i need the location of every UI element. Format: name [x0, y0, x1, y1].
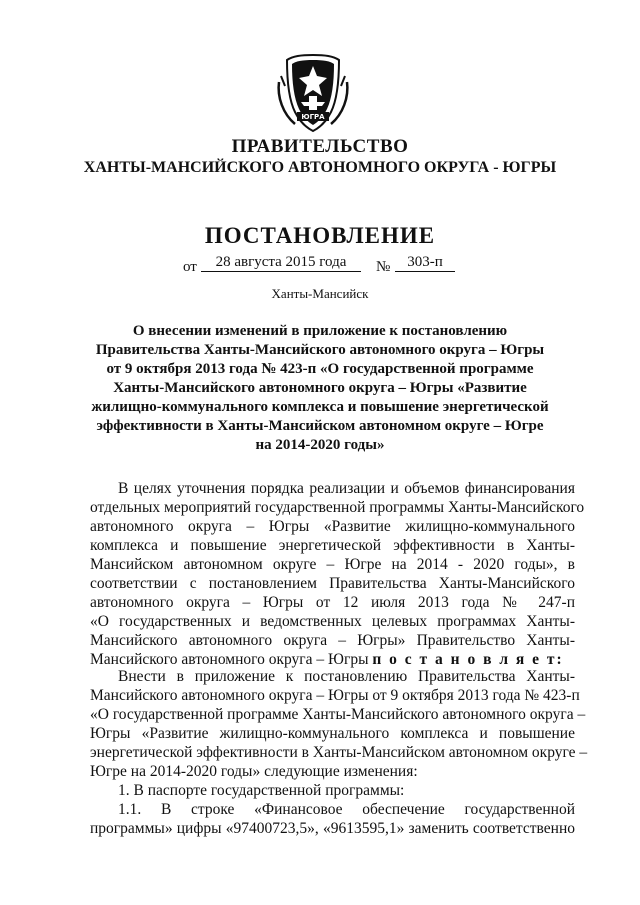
body-line: энергетической эффективности в Ханты-Мансийском автономном округе –: [90, 744, 588, 761]
body-line: автономного округа – Югры от 12 июля 2013 года № 247-п: [90, 594, 575, 611]
body-line: «О государственных и ведомственных целевых программах Ханты-: [90, 613, 575, 630]
title-line: от 9 октября 2013 года № 423-п «О государственной программе: [106, 361, 534, 377]
title-line: Правительства Ханты-Мансийского автономного округа – Югры: [95, 342, 545, 358]
title-line: эффективности в Ханты-Мансийском автономном округе – Югре: [96, 418, 544, 434]
body-line: Внести в приложение к постановлению Правительства Ханты-: [118, 668, 575, 685]
body-line: Мансийском автономном округе – Югре на 2014 - 2020 годы», в: [90, 556, 575, 573]
document-date: 28 августа 2015 года: [201, 254, 361, 272]
title-line: О внесении изменений в приложение к постановлению: [132, 323, 508, 339]
title-line: Ханты-Мансийского автономного округа – Югры «Развитие: [113, 380, 527, 396]
document-title: [90, 322, 550, 455]
coat-of-arms-emblem: [273, 52, 353, 134]
body-line: Югре на 2014-2020 годы» следующие изменения:: [90, 763, 418, 780]
resolution-paragraph: [90, 667, 588, 838]
body-line: программы» цифры «97400723,5», «9613595,1» заменить соответственно: [90, 820, 575, 837]
list-item: 1.1. В строке «Финансовое обеспечение государственной: [118, 801, 575, 818]
city-name: Ханты-Мансийск: [271, 286, 369, 301]
body-line: отдельных мероприятий государственной программы Ханты-Мансийского: [90, 499, 585, 516]
body-line: «О государственной программе Ханты-Мансийского автономного округа –: [90, 706, 586, 723]
body-line: Мансийского автономного округа – Югры» Правительство Ханты-: [90, 632, 575, 649]
document-type: ПОСТАНОВЛЕНИЕ: [204, 223, 436, 248]
title-line: жилищно-коммунального комплекса и повышение энергетической: [91, 399, 549, 415]
resolves-keyword: п о с т а н о в л я е т:: [372, 651, 564, 668]
from-label: от: [183, 259, 197, 275]
body-line: Мансийского автономного округа – Югры от 9 октября 2013 года № 423-п: [90, 687, 580, 704]
government-subtitle: ХАНТЫ-МАНСИЙСКОГО АВТОНОМНОГО ОКРУГА - ЮГРЫ: [83, 159, 557, 176]
preamble-paragraph: [90, 479, 585, 669]
list-item: 1. В паспорте государственной программы:: [118, 782, 405, 799]
number-label: №: [376, 259, 391, 275]
body-line: автономного округа – Югры «Развитие жилищно-коммунального: [90, 518, 575, 535]
document-number: 303-п: [395, 254, 455, 272]
body-line: соответствии с постановлением Правительства Ханты-Мансийского: [90, 575, 575, 592]
emblem-icon: [273, 52, 353, 134]
title-line: на 2014-2020 годы»: [255, 437, 385, 453]
body-line: В целях уточнения порядка реализации и объемов финансирования: [118, 480, 575, 497]
body-line: Югры «Развитие жилищно-коммунального комплекса и повышение: [90, 725, 575, 742]
body-line: комплекса и повышение энергетической эффективности в Ханты-: [90, 537, 575, 554]
body-line-text: Мансийского автономного округа – Югры: [90, 651, 369, 668]
svg-text:ЮГРА: ЮГРА: [301, 113, 325, 121]
government-title: ПРАВИТЕЛЬСТВО: [231, 136, 409, 157]
